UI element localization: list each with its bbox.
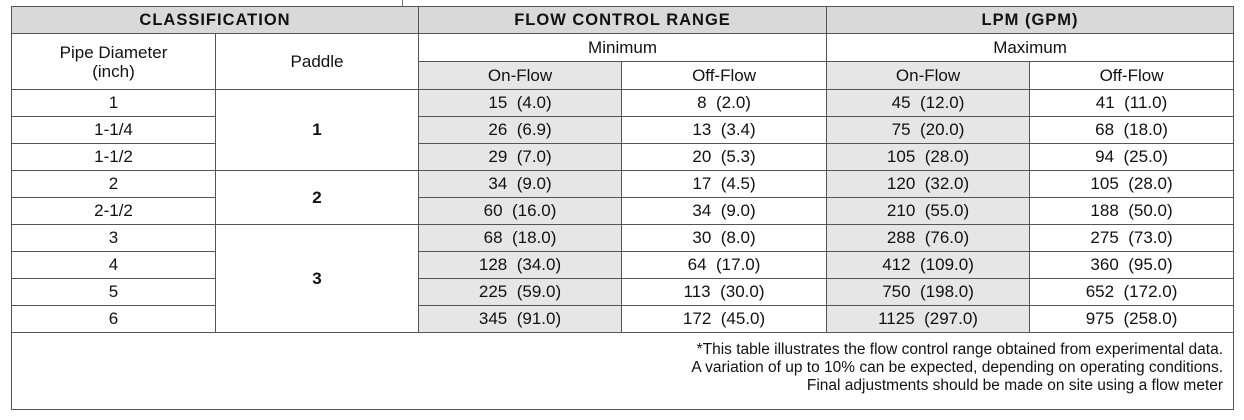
max-on-flow-cell: 288 (76.0) bbox=[827, 225, 1030, 252]
max-on-flow-cell: 1125 (297.0) bbox=[827, 306, 1030, 333]
pipe-diameter-cell: 2-1/2 bbox=[12, 198, 216, 225]
max-off-flow-cell: 652 (172.0) bbox=[1030, 279, 1234, 306]
footnote bbox=[12, 333, 1234, 410]
pipe-diameter-cell: 1 bbox=[12, 90, 216, 117]
min-off-flow-cell: 20 (5.3) bbox=[622, 144, 827, 171]
note-row bbox=[12, 333, 1234, 410]
paddle-cell: 3 bbox=[216, 225, 419, 333]
paddle-cell: 1 bbox=[216, 90, 419, 171]
pipe-diameter-unit: (inch) bbox=[92, 61, 135, 81]
flow-range-table bbox=[11, 6, 1234, 410]
min-off-flow-cell: 30 (8.0) bbox=[622, 225, 827, 252]
pipe-diameter-cell: 2 bbox=[12, 171, 216, 198]
min-on-flow-cell: 68 (18.0) bbox=[419, 225, 622, 252]
max-off-flow-cell: 68 (18.0) bbox=[1030, 117, 1234, 144]
max-on-flow-cell: 105 (28.0) bbox=[827, 144, 1030, 171]
table-row bbox=[12, 306, 1234, 333]
table-row bbox=[12, 171, 1234, 198]
minimum-header: Minimum bbox=[419, 34, 827, 62]
min-on-flow-cell: 29 (7.0) bbox=[419, 144, 622, 171]
min-off-flow-cell: 17 (4.5) bbox=[622, 171, 827, 198]
pipe-diameter-cell: 6 bbox=[12, 306, 216, 333]
paddle-header: Paddle bbox=[216, 34, 419, 90]
footnote-line: Final adjustments should be made on site using a flow meter bbox=[806, 377, 1224, 394]
max-on-flow-cell: 210 (55.0) bbox=[827, 198, 1030, 225]
max-on-flow-cell: 45 (12.0) bbox=[827, 90, 1030, 117]
table-row bbox=[12, 117, 1234, 144]
pipe-diameter-label: Pipe Diameter bbox=[59, 42, 168, 62]
paddle-cell: 2 bbox=[216, 171, 419, 225]
pipe-diameter-cell: 4 bbox=[12, 252, 216, 279]
flow-control-range-header: FLOW CONTROL RANGE bbox=[419, 7, 827, 34]
max-off-flow-cell: 105 (28.0) bbox=[1030, 171, 1234, 198]
classification-header: CLASSIFICATION bbox=[12, 7, 419, 34]
min-off-flow-cell: 172 (45.0) bbox=[622, 306, 827, 333]
max-on-flow-header: On-Flow bbox=[827, 62, 1030, 90]
table-row bbox=[12, 90, 1234, 117]
pipe-diameter-header bbox=[12, 34, 216, 90]
min-off-flow-cell: 13 (3.4) bbox=[622, 117, 827, 144]
max-on-flow-cell: 750 (198.0) bbox=[827, 279, 1030, 306]
footnote-line: *This table illustrates the flow control range obtained from experimental data. bbox=[696, 341, 1224, 358]
pipe-diameter-cell: 5 bbox=[12, 279, 216, 306]
subheader-row bbox=[12, 34, 1234, 62]
max-off-flow-cell: 975 (258.0) bbox=[1030, 306, 1234, 333]
table-row bbox=[12, 144, 1234, 171]
max-off-flow-cell: 188 (50.0) bbox=[1030, 198, 1234, 225]
max-off-flow-cell: 275 (73.0) bbox=[1030, 225, 1234, 252]
lpm-gpm-header: LPM (GPM) bbox=[827, 7, 1234, 34]
table-row bbox=[12, 252, 1234, 279]
min-off-flow-cell: 113 (30.0) bbox=[622, 279, 827, 306]
min-off-flow-cell: 8 (2.0) bbox=[622, 90, 827, 117]
max-on-flow-cell: 412 (109.0) bbox=[827, 252, 1030, 279]
max-on-flow-cell: 75 (20.0) bbox=[827, 117, 1030, 144]
pipe-diameter-cell: 1-1/2 bbox=[12, 144, 216, 171]
header-row bbox=[12, 7, 1234, 34]
table-row bbox=[12, 279, 1234, 306]
min-on-flow-cell: 345 (91.0) bbox=[419, 306, 622, 333]
max-off-flow-header: Off-Flow bbox=[1030, 62, 1234, 90]
flow-range-table-container bbox=[11, 6, 1233, 410]
min-on-flow-cell: 128 (34.0) bbox=[419, 252, 622, 279]
table-row bbox=[12, 225, 1234, 252]
max-off-flow-cell: 360 (95.0) bbox=[1030, 252, 1234, 279]
max-off-flow-cell: 41 (11.0) bbox=[1030, 90, 1234, 117]
min-on-flow-cell: 60 (16.0) bbox=[419, 198, 622, 225]
max-off-flow-cell: 94 (25.0) bbox=[1030, 144, 1234, 171]
max-on-flow-cell: 120 (32.0) bbox=[827, 171, 1030, 198]
min-off-flow-cell: 64 (17.0) bbox=[622, 252, 827, 279]
min-on-flow-cell: 34 (9.0) bbox=[419, 171, 622, 198]
footnote-line: A variation of up to 10% can be expected, depending on operating conditions. bbox=[691, 359, 1224, 376]
pipe-diameter-cell: 3 bbox=[12, 225, 216, 252]
pipe-diameter-cell: 1-1/4 bbox=[12, 117, 216, 144]
min-off-flow-cell: 34 (9.0) bbox=[622, 198, 827, 225]
min-on-flow-cell: 26 (6.9) bbox=[419, 117, 622, 144]
min-on-flow-cell: 225 (59.0) bbox=[419, 279, 622, 306]
min-on-flow-header: On-Flow bbox=[419, 62, 622, 90]
table-row bbox=[12, 198, 1234, 225]
min-on-flow-cell: 15 (4.0) bbox=[419, 90, 622, 117]
min-off-flow-header: Off-Flow bbox=[622, 62, 827, 90]
maximum-header: Maximum bbox=[827, 34, 1234, 62]
